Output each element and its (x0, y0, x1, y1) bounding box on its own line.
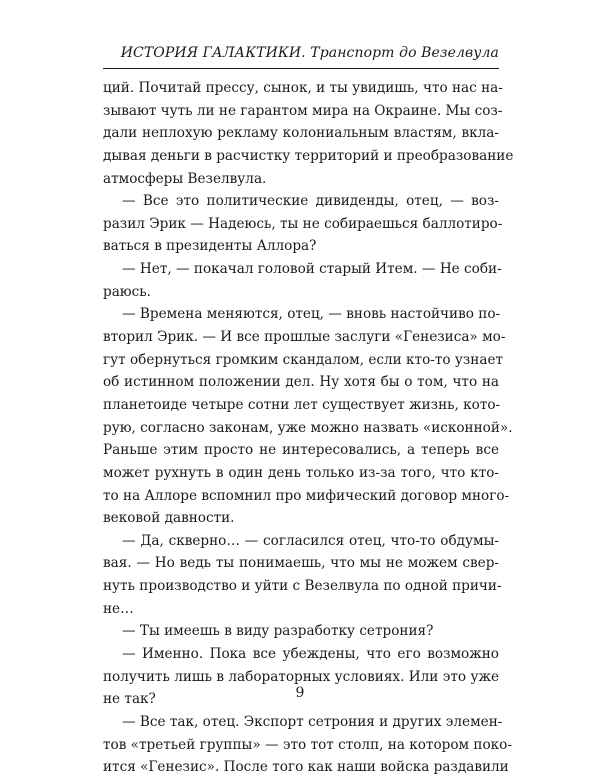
text-line: получить лишь в лабораторных условиях. Или это уже (103, 668, 499, 685)
text-line: — Все так, отец. Экспорт сетрония и других элемен- (122, 713, 503, 730)
text-line: ций. Почитай прессу, сынок, и ты увидишь, что нас на- (103, 80, 503, 96)
text-line: — Да, скверно… — согласился отец, что-то обдумы- (122, 532, 499, 549)
page-number: 9 (295, 685, 305, 701)
text-line: дали неплохую рекламу колониальным властям, вкла- (103, 125, 499, 142)
text-line: ваться в президенты Аллора? (103, 238, 317, 255)
header-rule (103, 68, 499, 69)
text-line: атмосферы Везелвула. (103, 170, 267, 187)
text-line: ится «Генезис». После того как наши войска раздавили (103, 759, 509, 776)
text-line: то на Аллоре вспомнил про мифический договор много- (103, 487, 510, 504)
text-line: рую, согласно законам, уже можно назвать «исконной». (103, 419, 513, 436)
text-line: вторил Эрик. — И все прошлые заслуги «Генезиса» мо- (103, 329, 506, 346)
text-line: дывая деньги в расчистку территорий и преобразование (103, 147, 514, 164)
text-line: тов «третьей группы» — это тот столп, на котором поко- (103, 736, 512, 753)
running-title: ИСТОРИЯ ГАЛАКТИКИ. Транспорт до Везелвула (120, 45, 499, 61)
text-line: не… (103, 600, 134, 617)
text-line: — Нет, — покачал головой старый Итем. — Не соби- (122, 261, 502, 278)
text-line: зывают чуть ли не гарантом мира на Окраине. Мы соз- (103, 102, 503, 119)
text-line: — Времена меняются, отец, — вновь настойчиво по- (122, 306, 501, 323)
text-line: вековой давности. (103, 510, 235, 527)
text-line: раюсь. (103, 283, 151, 300)
text-line: вая. — Но ведь ты понимаешь, что мы не можем свер- (103, 555, 499, 572)
text-line: Раньше этим просто не интересовались, а теперь все (103, 442, 499, 459)
text-line: об истинном положении дел. Ну хотя бы о том, что на (103, 374, 499, 391)
body-text (103, 77, 514, 779)
text-line: разил Эрик — Надеюсь, ты не собираешься баллотиро- (103, 215, 503, 232)
text-line: планетоиде четыре сотни лет существует жизнь, кото- (103, 396, 501, 413)
text-line: — Именно. Пока все убеждены, что его возможно (122, 646, 499, 663)
text-line: гут обернуться громким скандалом, если кто-то узнает (103, 351, 504, 368)
text-line: может рухнуть в один день только из-за того, что кто- (103, 464, 499, 481)
text-line: нуть производство и уйти с Везелвула по одной причи- (103, 578, 502, 595)
text-line: — Все это политические дивиденды, отец, — воз- (122, 193, 499, 210)
text-line: — Ты имеешь в виду разработку сетрония? (122, 623, 434, 640)
text-line: не так? (103, 691, 156, 708)
